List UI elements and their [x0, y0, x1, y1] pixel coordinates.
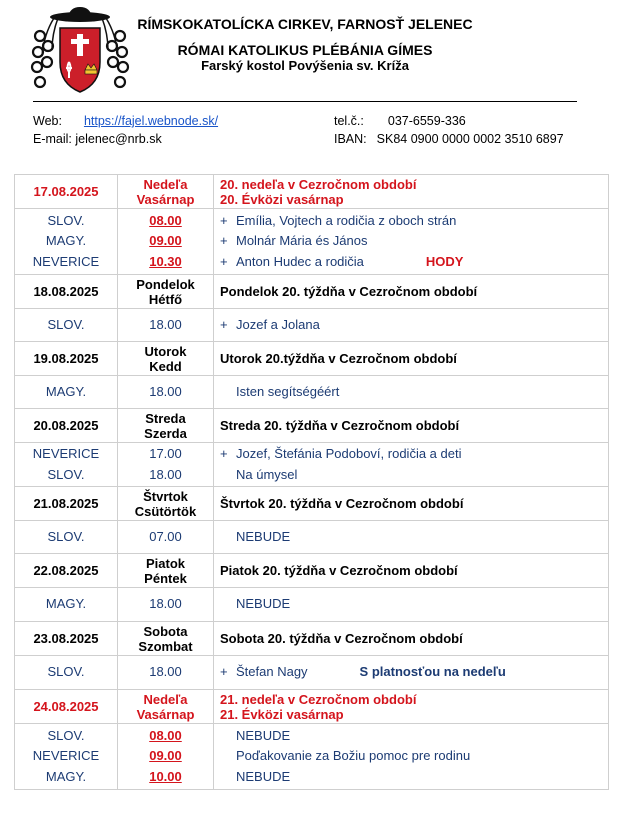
mass-intention: Štefan Nagy [236, 664, 308, 680]
day-name-sk: Štvrtok [143, 488, 188, 504]
mass-intentions [214, 588, 609, 622]
mass-times [118, 443, 214, 487]
day-title [214, 690, 609, 724]
mass-intention-line [220, 315, 608, 336]
day-header-row [15, 554, 609, 588]
mass-time: 17.00 [149, 446, 182, 461]
day-header-row [15, 690, 609, 724]
email-text: E-mail: jelenec@nrb.sk [33, 132, 162, 146]
day-name-hu: Szombat [138, 638, 193, 654]
day-name-hu: Hétfő [148, 291, 183, 307]
mass-row [15, 656, 609, 690]
mass-time: 09.00 [149, 748, 182, 764]
day-date: 20.08.2025 [15, 409, 118, 443]
mass-times [118, 656, 214, 690]
mass-places [15, 209, 118, 275]
mass-place: SLOV. [47, 316, 85, 332]
day-name-sk: Pondelok [136, 276, 195, 292]
day-name [118, 409, 214, 443]
mass-time: 18.00 [149, 466, 182, 482]
day-name [118, 275, 214, 309]
mass-place: NEVERICE [32, 253, 100, 269]
mass-intentions [214, 209, 609, 275]
mass-intention-line [220, 662, 608, 683]
iban-label: IBAN: [334, 132, 367, 146]
deceased-plus-icon: + [220, 446, 228, 461]
day-name [118, 342, 214, 376]
mass-places [15, 724, 118, 790]
mass-intention-line [220, 252, 608, 273]
parish-name-hu: RÓMAI KATOLIKUS PLÉBÁNIA GÍMES [177, 42, 433, 58]
day-header-row [15, 409, 609, 443]
mass-time: 18.00 [149, 316, 182, 332]
parish-coat-of-arms-icon [30, 4, 130, 96]
mass-intention-line [220, 382, 608, 403]
day-header-row [15, 622, 609, 656]
mass-intention: Anton Hudec a rodičia [236, 253, 364, 269]
day-name-sk: Nedeľa [143, 176, 188, 192]
mass-schedule-table [14, 174, 609, 790]
deceased-plus-icon: + [220, 253, 228, 269]
mass-time: 07.00 [149, 528, 182, 544]
day-title [214, 622, 609, 656]
mass-note: S platnosťou na nedeľu [359, 664, 506, 680]
mass-places [15, 376, 118, 409]
day-name [118, 175, 214, 209]
mass-times [118, 209, 214, 275]
mass-intention: Jozef a Jolana [236, 316, 320, 332]
mass-time: 10.00 [149, 768, 182, 784]
day-title-2: 21. Évközi vasárnap [220, 706, 344, 722]
day-name-sk: Sobota [143, 623, 188, 639]
mass-times [118, 588, 214, 622]
mass-places [15, 443, 118, 487]
mass-intention: Emília, Vojtech a rodičia z oboch strán [236, 212, 457, 228]
mass-time: 18.00 [149, 664, 182, 680]
mass-time: 18.00 [149, 383, 182, 399]
day-name-hu: Csütörtök [134, 503, 197, 519]
day-title-1: Sobota 20. týždňa v Cezročnom období [220, 631, 463, 646]
mass-time: 08.00 [149, 212, 182, 228]
mass-intention: Jozef, Štefánia Podoboví, rodičia a deti [236, 446, 462, 461]
day-name-sk: Utorok [144, 343, 187, 359]
mass-intention-line [220, 726, 608, 747]
day-name [118, 690, 214, 724]
mass-row [15, 209, 609, 275]
day-title-1: Pondelok 20. týždňa v Cezročnom období [220, 284, 478, 299]
mass-intention: Poďakovanie za Božiu pomoc pre rodinu [236, 748, 471, 764]
day-header-row [15, 342, 609, 376]
mass-intention-line [220, 594, 608, 615]
mass-place: MAGY. [45, 383, 87, 399]
tel-label: tel.č.: [334, 114, 364, 128]
mass-intention: NEBUDE [236, 768, 291, 784]
mass-intention-line [220, 444, 608, 465]
mass-intention-line [220, 465, 608, 486]
header-divider [33, 101, 577, 102]
day-header-row [15, 487, 609, 521]
day-header-row [15, 275, 609, 309]
mass-place: NEVERICE [32, 748, 100, 764]
mass-row [15, 521, 609, 554]
mass-place: MAGY. [45, 596, 87, 612]
mass-time: 10.30 [149, 253, 182, 269]
mass-intentions [214, 309, 609, 342]
day-name-hu: Kedd [149, 358, 182, 374]
day-date: 18.08.2025 [15, 275, 118, 309]
day-date: 23.08.2025 [15, 622, 118, 656]
mass-times [118, 376, 214, 409]
mass-place: SLOV. [47, 528, 85, 544]
mass-intention: NEBUDE [236, 596, 291, 612]
day-date: 24.08.2025 [15, 690, 118, 724]
day-date: 22.08.2025 [15, 554, 118, 588]
mass-place: SLOV. [47, 664, 85, 680]
mass-intentions [214, 656, 609, 690]
mass-row [15, 724, 609, 790]
day-title [214, 409, 609, 443]
mass-places [15, 309, 118, 342]
day-title [214, 342, 609, 376]
deceased-plus-icon: + [220, 212, 228, 228]
mass-times [118, 521, 214, 554]
mass-row [15, 588, 609, 622]
parish-name-sk: RÍMSKOKATOLÍCKA CIRKEV, FARNOSŤ JELENEC [137, 16, 473, 32]
mass-intention: Na úmysel [236, 466, 298, 482]
mass-intentions [214, 443, 609, 487]
day-title [214, 487, 609, 521]
mass-intention-line [220, 527, 608, 548]
mass-times [118, 309, 214, 342]
mass-row [15, 376, 609, 409]
day-title [214, 554, 609, 588]
day-name-hu: Vasárnap [136, 706, 195, 722]
day-date: 21.08.2025 [15, 487, 118, 521]
mass-intention: Molnár Mária és János [236, 233, 368, 249]
day-title [214, 175, 609, 209]
church-name: Farský kostol Povýšenia sv. Kríža [201, 58, 409, 73]
mass-time: 09.00 [149, 233, 182, 249]
mass-intentions [214, 521, 609, 554]
mass-places [15, 588, 118, 622]
day-name-sk: Piatok [145, 555, 185, 571]
mass-place: MAGY. [45, 233, 87, 249]
mass-note: HODY [425, 253, 464, 269]
tel-value: 037-6559-336 [387, 114, 466, 128]
web-link[interactable]: https://fajel.webnode.sk/ [83, 114, 219, 128]
day-title-1: Štvrtok 20. týždňa v Cezročnom období [220, 496, 464, 511]
day-date: 19.08.2025 [15, 342, 118, 376]
day-name-sk: Streda [145, 410, 186, 426]
mass-intention-line [220, 767, 608, 788]
contact-left [33, 112, 218, 148]
mass-places [15, 521, 118, 554]
day-name [118, 487, 214, 521]
day-title-1: 20. nedeľa v Cezročnom období [220, 176, 417, 192]
mass-place: MAGY. [45, 768, 87, 784]
day-name-hu: Vasárnap [136, 191, 195, 207]
mass-intention: NEBUDE [236, 528, 291, 544]
mass-row [15, 309, 609, 342]
mass-intention-line [220, 211, 608, 232]
day-title-1: 21. nedeľa v Cezročnom období [220, 691, 417, 707]
mass-intention-line [220, 746, 608, 767]
deceased-plus-icon: + [220, 664, 228, 680]
day-title [214, 275, 609, 309]
mass-places [15, 656, 118, 690]
day-title-2: 20. Évközi vasárnap [220, 191, 344, 207]
mass-row [15, 443, 609, 487]
mass-intention: Isten segítségéért [236, 383, 340, 399]
mass-intentions [214, 724, 609, 790]
day-header-row [15, 175, 609, 209]
mass-place: SLOV. [47, 466, 85, 482]
day-title-1: Utorok 20.týždňa v Cezročnom období [220, 351, 457, 366]
mass-place: NEVERICE [32, 446, 100, 461]
web-label: Web: [33, 114, 62, 128]
mass-place: SLOV. [47, 727, 85, 743]
mass-intention-line [220, 231, 608, 252]
deceased-plus-icon: + [220, 316, 228, 332]
mass-time: 18.00 [149, 596, 182, 612]
mass-intentions [214, 376, 609, 409]
day-name [118, 554, 214, 588]
day-title-1: Piatok 20. týždňa v Cezročnom období [220, 563, 458, 578]
mass-time: 08.00 [149, 727, 182, 743]
day-name-hu: Szerda [144, 425, 187, 441]
day-date: 17.08.2025 [15, 175, 118, 209]
mass-intention: NEBUDE [236, 727, 291, 743]
contact-right [334, 112, 564, 148]
day-title-1: Streda 20. týždňa v Cezročnom období [220, 418, 460, 433]
mass-place: SLOV. [47, 212, 85, 228]
deceased-plus-icon: + [220, 233, 228, 249]
mass-times [118, 724, 214, 790]
day-name-sk: Nedeľa [143, 691, 188, 707]
day-name [118, 622, 214, 656]
iban-value: SK84 0900 0000 0002 3510 6897 [376, 132, 564, 146]
day-name-hu: Péntek [144, 570, 187, 586]
